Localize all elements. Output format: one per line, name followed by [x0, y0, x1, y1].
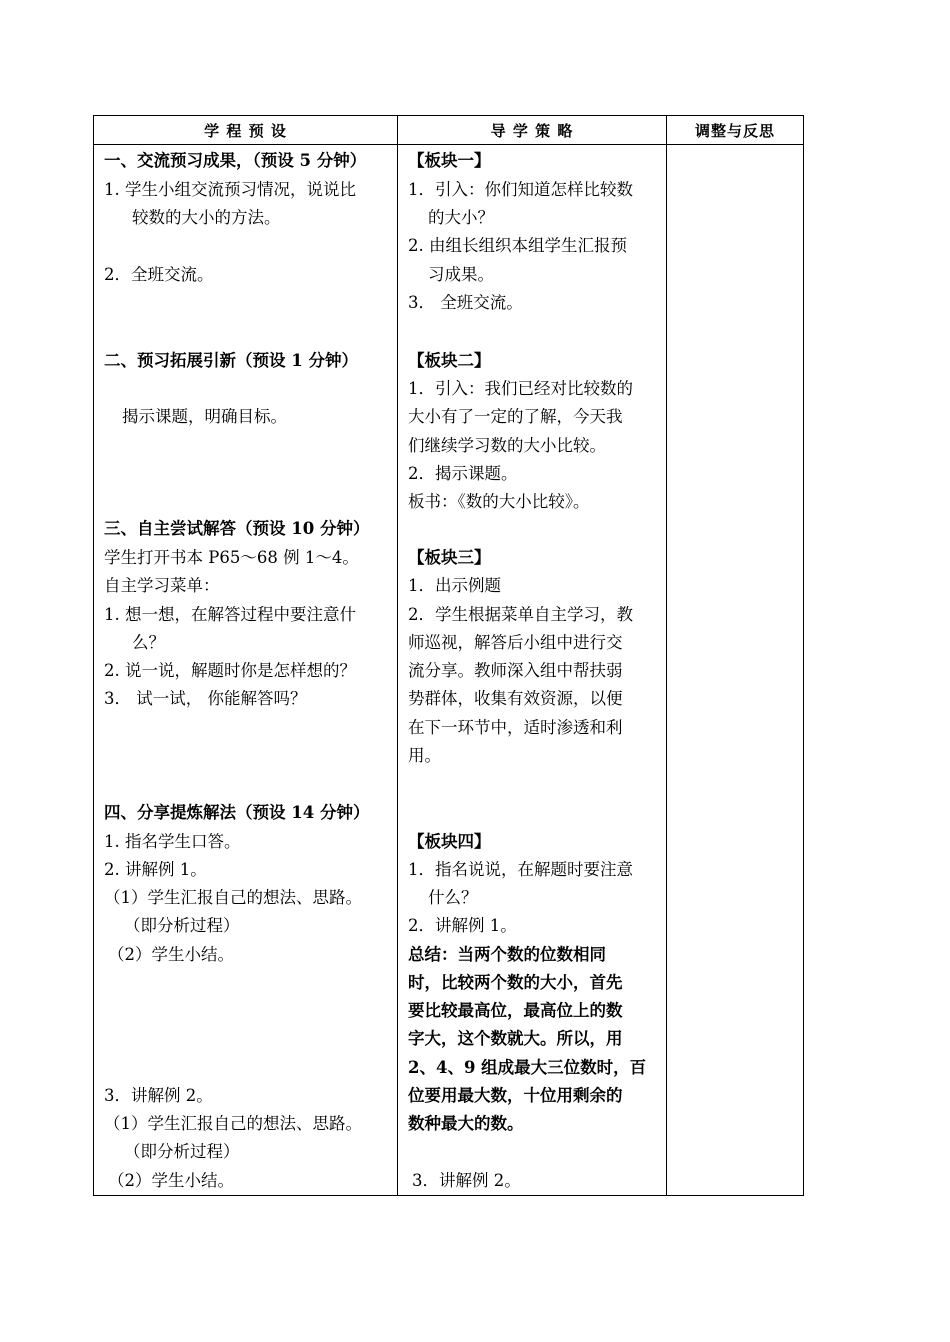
- guidance-strategy-line: 2．讲解例 1。: [408, 916, 517, 935]
- adjust-reflect-cell: [667, 145, 804, 1196]
- guidance-strategy-line: 的大小？: [428, 208, 494, 227]
- guidance-strategy-line: 2、4、9 组成最大三位数时，百: [408, 1058, 647, 1077]
- guidance-strategy-line: 【板块三】: [408, 548, 491, 567]
- guidance-strategy-line: 【板块四】: [408, 832, 491, 851]
- guidance-strategy-line: 时，比较两个数的大小，首先: [408, 973, 623, 992]
- study-process-line: 3．讲解例 2。: [104, 1086, 213, 1105]
- study-process-line: 四、分享提炼解法（预设 14 分钟）: [104, 803, 370, 822]
- guidance-strategy-line: 流分享。教师深入组中帮扶弱: [408, 661, 623, 680]
- guidance-strategy-line: 2．揭示课题。: [408, 464, 518, 483]
- guidance-strategy-line: 1．引入：你们知道怎样比较数: [408, 180, 633, 199]
- study-process-line: 2. 讲解例 1。: [104, 860, 207, 879]
- study-process-line: （即分析过程）: [124, 1142, 240, 1161]
- study-process-line: 3． 试一试， 你能解答吗？: [104, 689, 307, 708]
- study-process-line: 2．全班交流。: [104, 265, 214, 284]
- study-process-line: 一、交流预习成果，（预设 5 分钟）: [104, 151, 367, 170]
- guidance-strategy-line: 位要用最大数，十位用剩余的: [408, 1086, 623, 1105]
- study-process-line: （1）学生汇报自己的想法、思路。: [104, 888, 362, 907]
- guidance-strategy-line: 势群体，收集有效资源，以便: [408, 689, 623, 708]
- study-process-line: 学生打开书本 P65～68 例 1～4。: [104, 548, 359, 567]
- guidance-strategy-line: 用。: [408, 746, 441, 765]
- guidance-strategy-line: 1．引入：我们已经对比较数的: [408, 379, 633, 398]
- guidance-strategy-line: 字大，这个数就大。所以，用: [408, 1029, 623, 1048]
- guidance-strategy-line: 2．学生根据菜单自主学习，教: [408, 605, 633, 624]
- study-process-line: 揭示课题，明确目标。: [122, 407, 287, 426]
- guidance-strategy-line: 1．指名说说，在解题时要注意: [408, 860, 633, 879]
- lesson-plan-table: [93, 115, 804, 1196]
- study-process-line: 较数的大小的方法。: [132, 208, 281, 227]
- guidance-strategy-line: 3．讲解例 2。: [412, 1171, 521, 1190]
- header-adjust-reflect: 调整与反思: [667, 116, 804, 145]
- guidance-strategy-line: 师巡视，解答后小组中进行交: [408, 633, 623, 652]
- study-process-line: 自主学习菜单：: [104, 576, 220, 595]
- adjust-reflect-content: [667, 145, 803, 1195]
- guidance-strategy-content: [398, 145, 666, 1195]
- guidance-strategy-cell: [398, 145, 667, 1196]
- study-process-line: 1. 学生小组交流预习情况，说说比: [104, 180, 356, 199]
- study-process-line: 三、自主尝试解答（预设 10 分钟）: [104, 519, 370, 538]
- guidance-strategy-line: 大小有了一定的了解，今天我: [408, 407, 623, 426]
- guidance-strategy-line: 1．出示例题: [408, 576, 501, 595]
- guidance-strategy-line: 板书：《数的大小比较》。: [408, 492, 590, 511]
- guidance-strategy-line: 在下一环节中，适时渗透和利: [408, 718, 623, 737]
- table-body-row: [94, 145, 804, 1196]
- guidance-strategy-line: 2. 由组长组织本组学生汇报预: [408, 236, 627, 255]
- guidance-strategy-line: 【板块一】: [408, 151, 491, 170]
- guidance-strategy-line: 要比较最高位，最高位上的数: [408, 1001, 623, 1020]
- guidance-strategy-line: 习成果。: [428, 265, 494, 284]
- guidance-strategy-line: 3． 全班交流。: [408, 293, 523, 312]
- guidance-strategy-line: 【板块二】: [408, 351, 491, 370]
- guidance-strategy-line: 什么？: [428, 888, 478, 907]
- study-process-line: 2. 说一说，解题时你是怎样想的？: [104, 661, 356, 680]
- study-process-line: 1. 指名学生口答。: [104, 832, 241, 851]
- study-process-line: （2）学生小结。: [108, 945, 234, 964]
- study-process-line: 二、预习拓展引新（预设 1 分钟）: [104, 351, 358, 370]
- study-process-line: （1）学生汇报自己的想法、思路。: [104, 1114, 362, 1133]
- header-study-process: 学 程 预 设: [94, 116, 398, 145]
- header-guidance-strategy: 导 学 策 略: [398, 116, 667, 145]
- study-process-line: 1. 想一想，在解答过程中要注意什: [104, 605, 356, 624]
- study-process-line: 么？: [132, 633, 165, 652]
- table-header-row: [94, 116, 804, 145]
- study-process-content: [94, 145, 397, 1195]
- guidance-strategy-line: 总结：当两个数的位数相同: [408, 945, 606, 964]
- study-process-cell: [94, 145, 398, 1196]
- study-process-line: （2）学生小结。: [108, 1171, 234, 1190]
- guidance-strategy-line: 们继续学习数的大小比较。: [408, 436, 606, 455]
- guidance-strategy-line: 数种最大的数。: [408, 1114, 524, 1133]
- study-process-line: （即分析过程）: [124, 916, 240, 935]
